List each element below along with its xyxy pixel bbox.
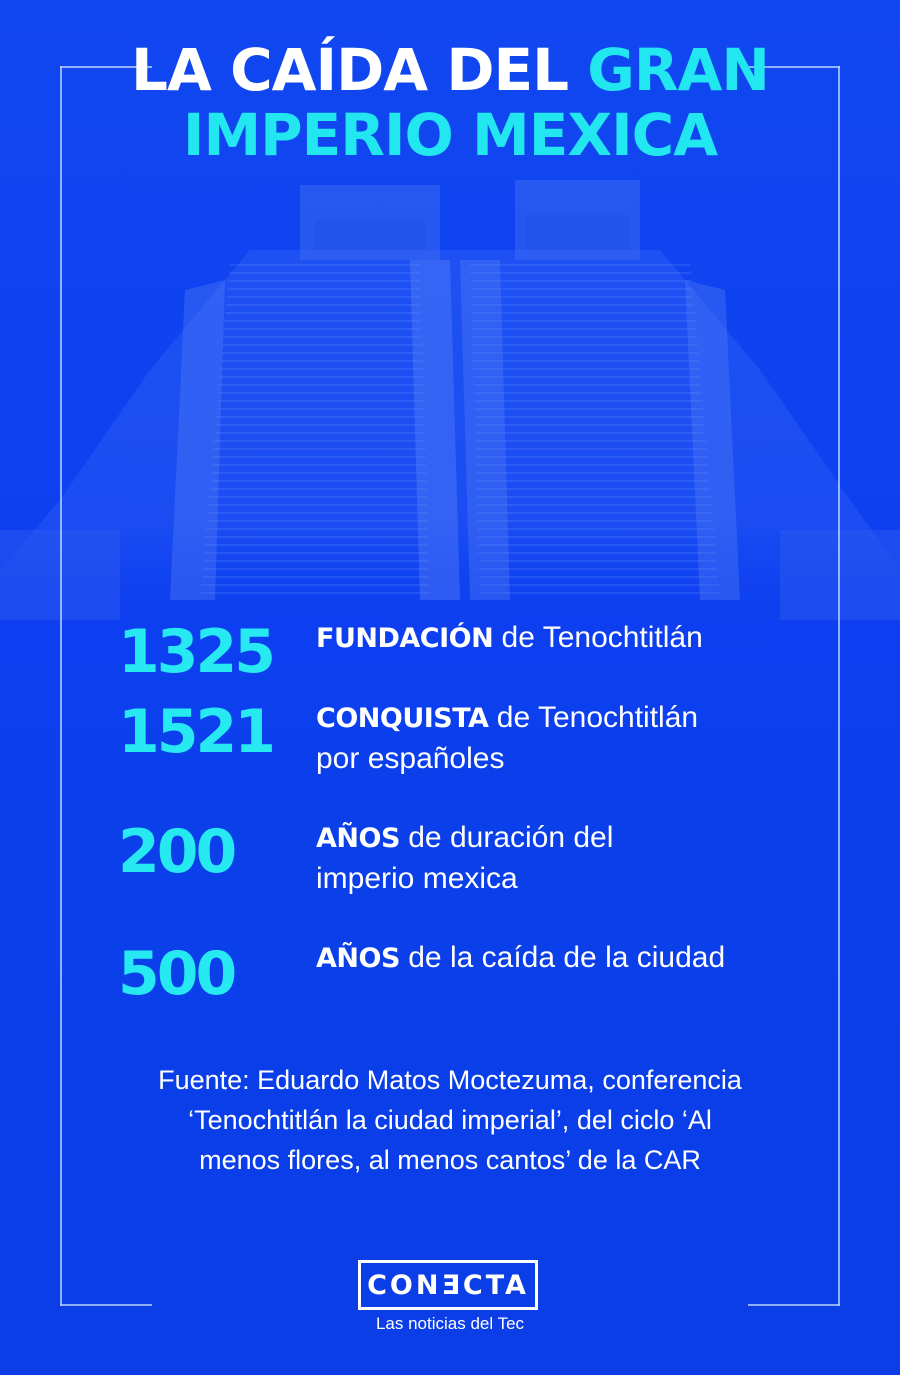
stat-rest: de Tenochtitlán [496,701,699,734]
stat-number-200: 200 [118,817,235,887]
stat-rest: de duración del [408,821,614,854]
title-cyan-part: GRAN [587,36,769,104]
conecta-logo [358,1260,538,1310]
stat-rest: de la caída de la ciudad [408,941,726,974]
stat-bold: CONQUISTA [316,703,489,734]
stat-text-conquista [316,698,836,779]
page-title-line-1 [0,38,900,102]
stat-rest: de Tenochtitlán [501,621,703,654]
frame-left [60,66,62,1306]
logo-wordmark: CONƎCTA [367,1269,529,1301]
source-line-1: Fuente: Eduardo Matos Moctezuma, conferencia [158,1065,742,1095]
source-note [100,1060,800,1180]
stat-rest-line-2: imperio mexica [316,862,518,895]
stat-number-1521: 1521 [118,697,273,767]
stat-number-1325: 1325 [118,617,273,687]
stat-bold: AÑOS [316,823,400,854]
stat-text-fundacion [316,618,836,659]
stat-bold: FUNDACIÓN [316,623,494,654]
title-white-part: LA CAÍDA DEL [131,36,569,104]
logo-tagline: Las noticias del Tec [375,1314,525,1333]
stat-text-anos-caida [316,938,836,979]
stat-text-anos-duracion [316,818,836,899]
source-line-3: menos flores, al menos cantos’ de la CAR [199,1145,701,1175]
page-title-line-2: IMPERIO MEXICA [182,101,718,169]
stat-number-500: 500 [118,939,235,1009]
stat-rest-line-2: por españoles [316,742,505,775]
frame-right [838,66,840,1306]
frame-bottom-left [60,1304,152,1306]
source-line-2: ‘Tenochtitlán la ciudad imperial’, del ciclo ‘Al [188,1105,712,1135]
frame-bottom-right [748,1304,840,1306]
stat-bold: AÑOS [316,943,400,974]
